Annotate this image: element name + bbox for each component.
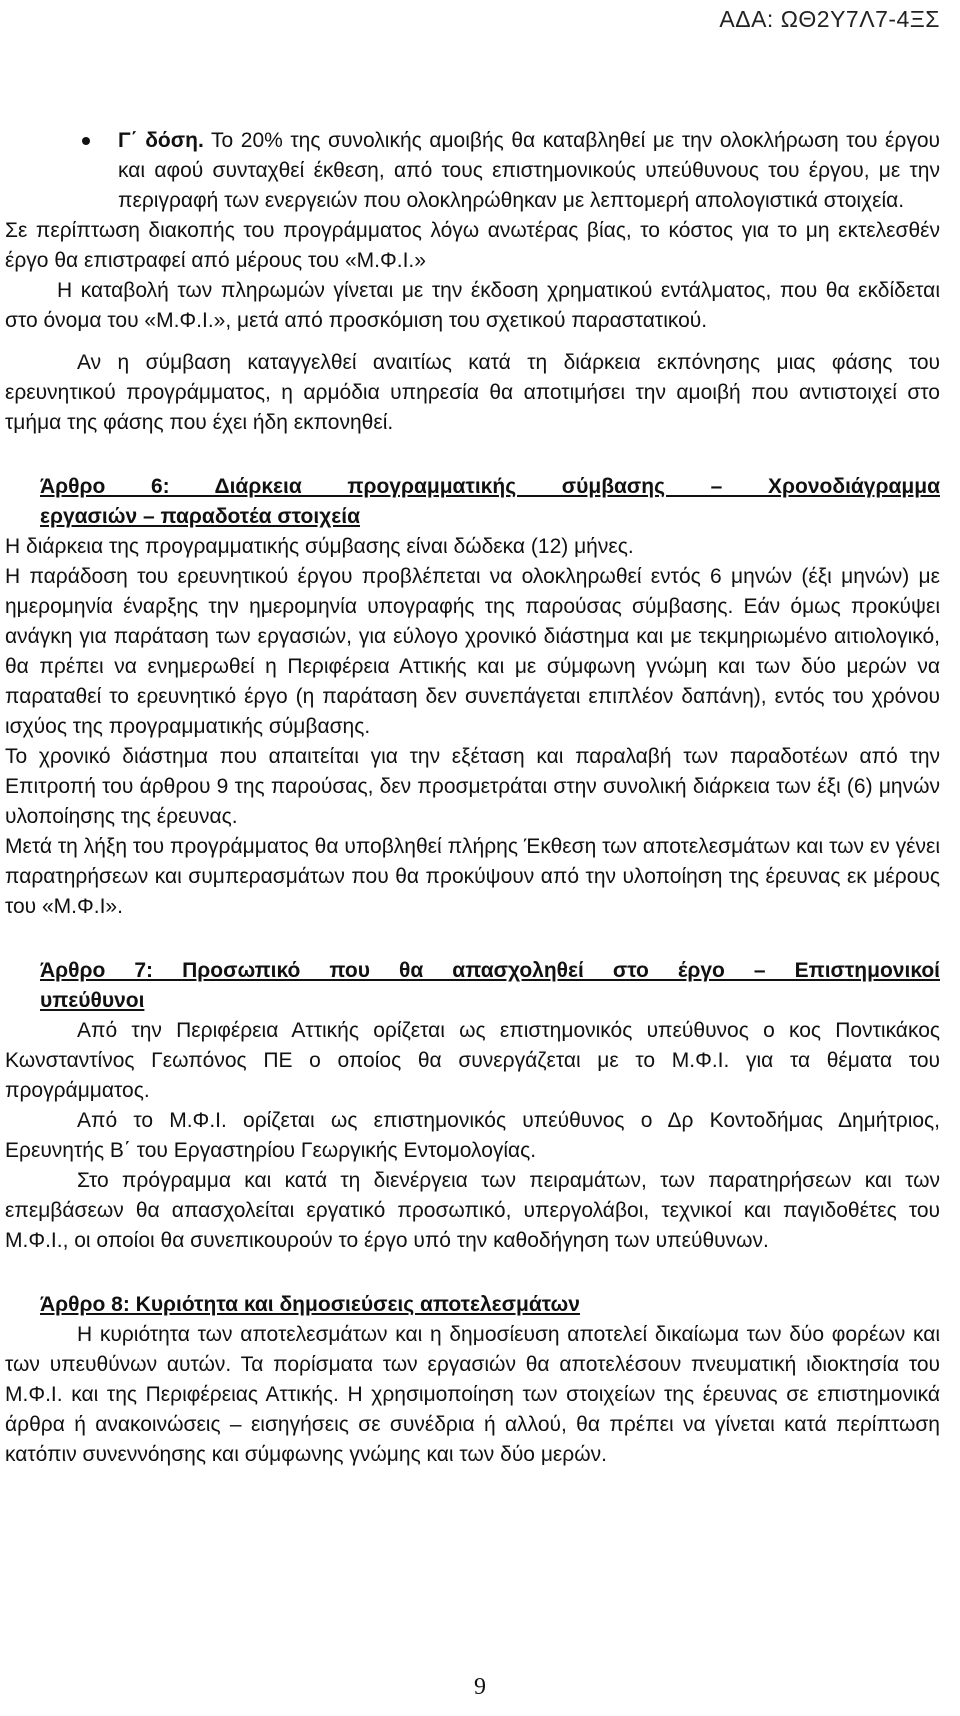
paragraph-text: Η κυριότητα των αποτελεσμάτων και η δημοσίευση αποτελεί δικαίωμα των δύο φορέων και των υπευθύνων αυτών. Τα πορίσματα των εργασιών θα αποτελέσουν πνευματική ιδιοκτησία του Μ.Φ.Ι. και της Περιφέρειας Αττικής. Η χρησιμοποίηση των στοιχείων της έρευνας σε επιστημονικά άρθρα ή ανακοινώσεις – εισηγήσεις σε συνέδρια ή αλλού, θα πρέπει να γίνεται κατά περίπτωση κατόπιν συνεννόησης και σύμφωνης γνώμης και των δύο μερών.	[5, 1323, 940, 1466]
paragraph-text: Από το Μ.Φ.Ι. ορίζεται ως επιστημονικός υπεύθυνος ο Δρ Κοντοδήμας Δημήτριος, Ερευνητής Β΄ του Εργαστηρίου Γεωργικής Εντομολογίας.	[5, 1109, 940, 1162]
paragraph-text: Μετά τη λήξη του προγράμματος θα υποβληθεί πλήρης Έκθεση των αποτελεσμάτων και των εν γένει παρατηρήσεων και συμπερασμάτων που θα προκύψουν από την υλοποίηση της έρευνας εκ μέρους του «Μ.Φ.Ι».	[5, 835, 940, 918]
paragraph-text: Σε περίπτωση διακοπής του προγράμματος λόγω ανωτέρας βίας, το κόστος για το μη εκτελεσθέν έργο θα επιστραφεί από μέρους του «Μ.Φ.Ι.»	[5, 219, 940, 272]
bullet-label: Γ΄ δόση.	[118, 129, 204, 152]
paragraph-termination	[0, 348, 960, 438]
article-7-heading: Άρθρο 7: Προσωπικό που θα απασχοληθεί στο έργο – Επιστημονικοί	[40, 959, 940, 982]
paragraph-text: Η παράδοση του ερευνητικού έργου προβλέπεται να ολοκληρωθεί εντός 6 μηνών (έξι μηνών) με ημερομηνία έναρξης την ημερομηνία υπογραφής της παρούσας σύμβασης. Εάν όμως προκύψει ανάγκη για παράταση των εργασιών, για εύλογο χρονικό διάστημα και με τεκμηριωμένο αιτιολογικό, θα πρέπει να ενημερωθεί η Περιφέρεια Αττικής και με σύμφωνη γνώμη και των δύο μερών να παραταθεί το ερευνητικό έργο (η παράταση δεν συνεπάγεται επιπλέον δαπάνη), εντός του χρόνου ισχύος της προγραμματικής σύμβασης.	[5, 565, 940, 738]
paragraph-text: Η καταβολή των πληρωμών γίνεται με την έκδοση χρηματικού εντάλματος, που θα εκδίδεται στο όνομα του «Μ.Φ.Ι.», μετά από προσκόμιση του σχετικού παραστατικού.	[5, 279, 940, 332]
paragraph-text: Αν η σύμβαση καταγγελθεί αναιτίως κατά τη διάρκεια εκπόνησης μιας φάσης του ερευνητικού προγράμματος, η αρμόδια υπηρεσία θα αποτιμήσει την αμοιβή που αντιστοιχεί στο τμήμα της φάσης που έχει ήδη εκπονηθεί.	[5, 351, 940, 434]
article-7-heading-cont: υπεύθυνοι	[40, 989, 145, 1012]
article-8-heading: Άρθρο 8: Κυριότητα και δημοσιεύσεις αποτελεσμάτων	[40, 1293, 580, 1316]
article-6-body	[0, 532, 960, 922]
article-7-body	[0, 1016, 960, 1256]
ada-code: ΑΔΑ: ΩΘ2Υ7Λ7-4ΞΣ	[719, 6, 940, 32]
bullet-text: Το 20% της συνολικής αμοιβής θα καταβληθεί με την ολοκλήρωση του έργου και αφού συνταχθεί έκθεση, από τους επιστημονικούς υπεύθυνους του έργου, με την περιγραφή των ενεργειών που ολοκληρώθηκαν με λεπτομερή απολογιστικά στοιχεία.	[118, 129, 941, 212]
paragraph-text: Το χρονικό διάστημα που απαιτείται για την εξέταση και παραλαβή των παραδοτέων από την Επιτροπή του άρθρου 9 της παρούσας, δεν προσμετράται στην συνολική διάρκεια των έξι (6) μηνών υλοποίησης της έρευνας.	[5, 745, 940, 828]
paragraph-payment	[0, 276, 960, 336]
page-number: 9	[474, 1674, 486, 1700]
paragraph-interruption	[0, 216, 960, 276]
paragraph-text: Από την Περιφέρεια Αττικής ορίζεται ως επιστημονικός υπεύθυνος ο κος Ποντικάκος Κωνσταντίνος Γεωπόνος ΠΕ ο οποίος θα συνεργάζεται με το Μ.Φ.Ι. για τα θέματα του προγράμματος.	[5, 1019, 940, 1102]
document-body	[0, 126, 960, 1470]
article-6-heading-cont: εργασιών – παραδοτέα στοιχεία	[40, 505, 361, 528]
article-6-heading: Άρθρο 6: Διάρκεια προγραμματικής σύμβασης – Χρονοδιάγραμμα	[40, 475, 940, 498]
article-8-body	[0, 1320, 960, 1470]
bullet-item-gamma	[0, 126, 960, 216]
paragraph-text: Στο πρόγραμμα και κατά τη διενέργεια των πειραμάτων, των παρατηρήσεων και των επεμβάσεων θα απασχολείται εργατικό προσωπικό, υπεργολάβοι, τεχνικοί και παγιδοθέτες του Μ.Φ.Ι., οι οποίοι θα συνεπικουρούν το έργο υπό την καθοδήγηση των υπεύθυνων.	[5, 1169, 940, 1252]
paragraph-text: Η διάρκεια της προγραμματικής σύμβασης είναι δώδεκα (12) μήνες.	[5, 535, 634, 558]
bullet-icon	[82, 137, 90, 145]
